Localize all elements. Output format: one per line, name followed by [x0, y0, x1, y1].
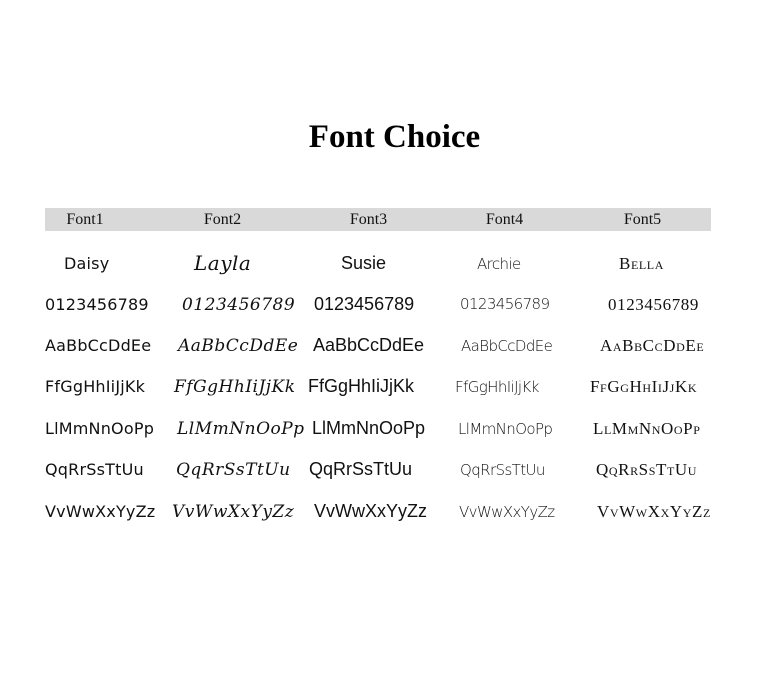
header-font2: Font2	[203, 211, 242, 228]
sample-name-font4: Archie	[477, 255, 521, 273]
sample-vz-font1: VvWwXxYyZz	[45, 502, 156, 521]
header-font1: Font1	[66, 211, 104, 228]
sample-name-font2: Layla	[194, 251, 252, 275]
sample-qu-font2: QqRrSsTtUu	[176, 460, 291, 480]
table-header	[45, 208, 711, 231]
sample-ae-font1: AaBbCcDdEe	[45, 336, 152, 355]
sample-fk-font1: FfGgHhIiJjKk	[45, 377, 146, 396]
sample-name-font3: Susie	[341, 253, 387, 273]
header-font3: Font3	[349, 211, 388, 228]
sample-qu-font5: QqRrSsTtUu	[596, 460, 698, 479]
sample-digits-font2: 0123456789	[182, 295, 296, 315]
sample-fk-font4: FfGgHhIiJjKk	[455, 378, 539, 396]
sample-ae-font3: AaBbCcDdEe	[313, 335, 425, 355]
sample-fk-font2: FfGgHhIiJjKk	[174, 377, 296, 397]
header-font5: Font5	[623, 211, 662, 228]
sample-name-font1: Daisy	[64, 254, 110, 273]
sample-ae-font4: AaBbCcDdEe	[461, 337, 553, 355]
sample-vz-font5: VvWwXxYyZz	[597, 502, 711, 521]
sample-digits-font5: 0123456789	[608, 295, 699, 314]
sample-lp-font3: LlMmNnOoPp	[312, 418, 426, 438]
sample-vz-font3: VvWwXxYyZz	[314, 501, 428, 521]
page-title: Font Choice	[308, 119, 481, 155]
sample-lp-font1: LlMmNnOoPp	[45, 419, 155, 438]
sample-lp-font4: LlMmNnOoPp	[458, 420, 553, 438]
sample-digits-font1: 0123456789	[45, 295, 149, 314]
sample-vz-font2: VvWwXxYyZz	[172, 502, 295, 522]
sample-fk-font5: FfGgHhIiJjKk	[590, 377, 698, 396]
sample-lp-font5: LlMmNnOoPp	[593, 419, 701, 438]
sample-digits-font3: 0123456789	[314, 294, 415, 314]
sample-digits-font4: 0123456789	[460, 295, 550, 313]
sample-name-font5: Bella	[619, 254, 664, 273]
sample-ae-font2: AaBbCcDdEe	[178, 336, 299, 356]
sample-vz-font4: VvWwXxYyZz	[459, 503, 555, 521]
sample-fk-font3: FfGgHhIiJjKk	[308, 376, 415, 396]
sample-ae-font5: AaBbCcDdEe	[600, 336, 705, 355]
sample-qu-font1: QqRrSsTtUu	[45, 460, 144, 479]
header-font4: Font4	[485, 211, 524, 228]
sample-qu-font3: QqRrSsTtUu	[309, 459, 413, 479]
sample-qu-font4: QqRrSsTtUu	[460, 461, 545, 479]
sample-lp-font2: LlMmNnOoPp	[177, 419, 305, 439]
